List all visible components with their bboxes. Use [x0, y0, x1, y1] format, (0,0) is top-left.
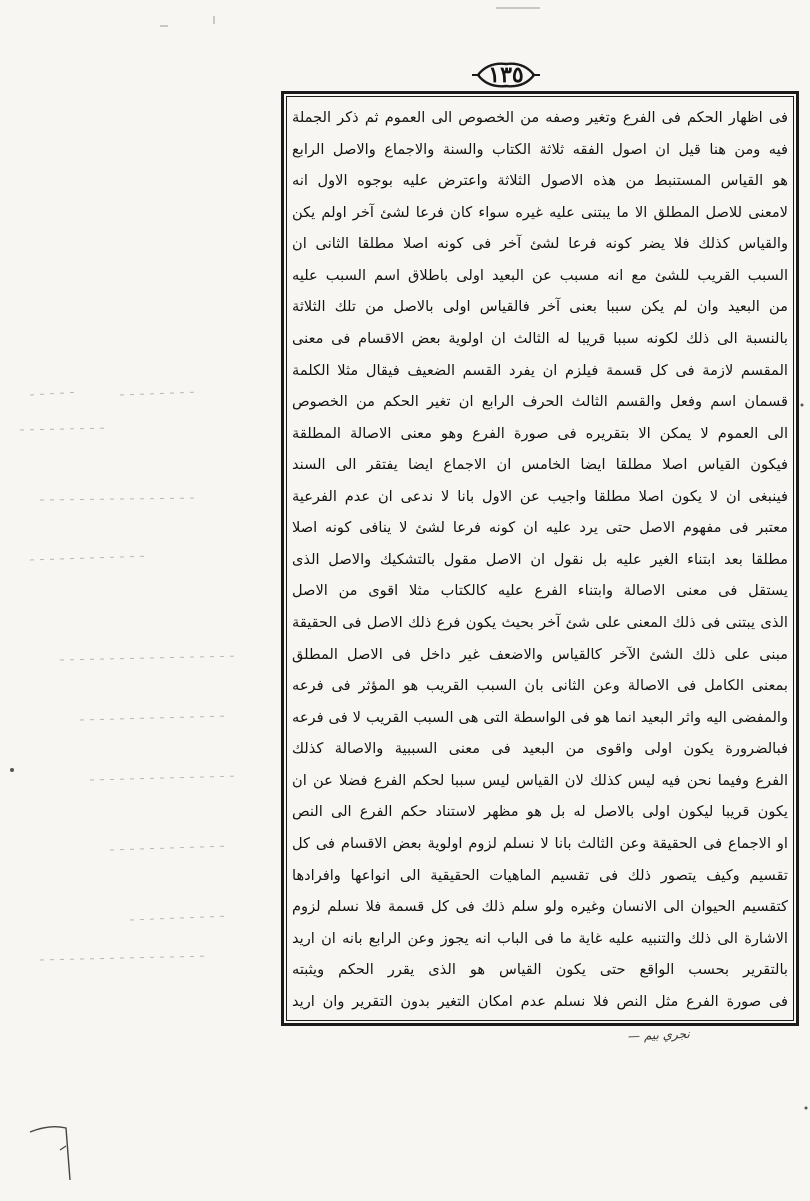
text-line: فى صورة الفرع مثل النص فلا نسلم عدم امكان التغير بدون التقرير وان اريد	[292, 992, 788, 1010]
text-line: الفرع وفيما نحن فيه ليس كذلك لان القياس ليس سببا لحكم الفرع فضلا عن ان	[292, 771, 788, 789]
text-line: السبب القريب للشئ مع انه مسبب عن البعيد اولى باطلاق اسم السبب عليه	[292, 266, 788, 284]
handwritten-note: نجري بيم —	[627, 1026, 690, 1044]
text-line: هو القياس المستنبط من هذه الاصول الثلاثة واعترض عليه بوجوه الاول انه	[292, 172, 788, 190]
text-line: تقسيم وكيف يتصور ذلك فى تقسيم الماهيات الحقيقية الى انواعها وافرادها	[292, 866, 788, 884]
text-line: فبالضرورة يكون اولى واقوى من البعيد فى معنى السببية والاصالة كذلك	[292, 740, 788, 758]
text-line: بالتقرير بحسب الواقع حتى يكون القياس هو الذى يقرر الحكم ويثبته	[292, 961, 788, 979]
main-text-block	[292, 104, 788, 1016]
text-line: يستقل فى معنى الاصالة وابتناء الفرع عليه كالكتاب مثلا اقوى من الاصل	[292, 582, 788, 600]
text-line: لامعنى للاصل المطلق الا ما يبتنى عليه غيره سواء كان فرعا لشئ آخر اولم يكن	[292, 203, 788, 221]
text-line: يكون قريبا ليكون اولى بالاصل له بل هو مظهر لاستناد حكم الفرع الى النص	[292, 803, 788, 821]
text-line: بمعنى الكامل فى الاصالة وعن الثانى بان السبب القريب هو المؤثر فى فرعه	[292, 677, 788, 695]
text-line: من البعيد وان لم يكن سببا بعنى آخر فالقياس اولى بالاصل من تلك الثلاثة	[292, 298, 788, 316]
text-line: بالنسبة الى ذلك لكونه سببا قريبا له الثالث ان اولوية بعض الاقسام فى معنى	[292, 329, 788, 347]
text-line: مبنى على ذلك الشئ الآخر كالقياس والاضعف غير داخل فى الاصل المطلق	[292, 645, 788, 663]
text-line: كتقسيم الحيوان الى الانسان وغيره ولو سلم ذلك فى كل قسمة فلا نسلم لزوم	[292, 898, 788, 916]
text-line: فيه ومن هنا قيل ان اصول الفقه ثلاثة الكتاب والسنة والاجماع والاصل الرابع	[292, 140, 788, 158]
text-line: معتبر فى مفهوم الاصل حتى يرد عليه ان كونه فرعا لشئ لا ينافى كونه اصلا	[292, 519, 788, 537]
text-line: فينبغى ان لا يكون اصلا مطلقا واجيب عن الاول بانا لا ندعى ان عدم الفرعية	[292, 487, 788, 505]
text-line: الى العموم لا يمكن الا بتقريره فى صورة الفرع وهو معنى الاصالة المطلقة	[292, 424, 788, 442]
text-line: مطلقا بعد ابتناء الغير عليه بل نقول ان الاصل مقول بالتشكيك والاصل الذى	[292, 550, 788, 568]
page-number-text: ١٣٥	[488, 62, 524, 88]
text-line: فى اظهار الحكم فى الفرع وتغير وصفه من الخصوص الى العموم ثم ذكر الجملة	[292, 109, 788, 126]
text-line: الذى يبتنى فى ذلك المعنى على شئ آخر بحيث يكون فرع ذلك الاصل فى الحقيقة	[292, 614, 788, 631]
text-line: المقسم لازمة فى كل قسمة فيلزم ان يفرد القسم الضعيف فيقال مثلا الكلمة	[292, 361, 788, 379]
text-line: او الاجماع فى الحقيقة وعن الثالث بانا لا نسلم لزوم اولوية بعض الاقسام فى كل	[292, 834, 788, 852]
text-line: والقياس كذلك فلا يضر كونه فرعا لشئ آخر فى كونه اصلا مطلقا الثانى ان	[292, 235, 788, 253]
text-line: والمفضى اليه واثر البعيد انما هو فى الواسطة التى هى السبب القريب لا فى فرعه	[292, 708, 788, 726]
text-line: الاشارة الى ذلك والتنبيه عليه غاية ما فى الباب انه يجوز وعن الرابع بانه ان اريد	[292, 929, 788, 947]
text-line: قسمان اسم وفعل والقسم الثالث الحرف الرابع ان تغير الحكم من الخصوص	[292, 393, 788, 411]
text-line: فيكون القياس اصلا مطلقا ايضا الخامس ان الاجماع ايضا يفتقر الى السند	[292, 456, 788, 474]
page-number	[470, 58, 542, 92]
